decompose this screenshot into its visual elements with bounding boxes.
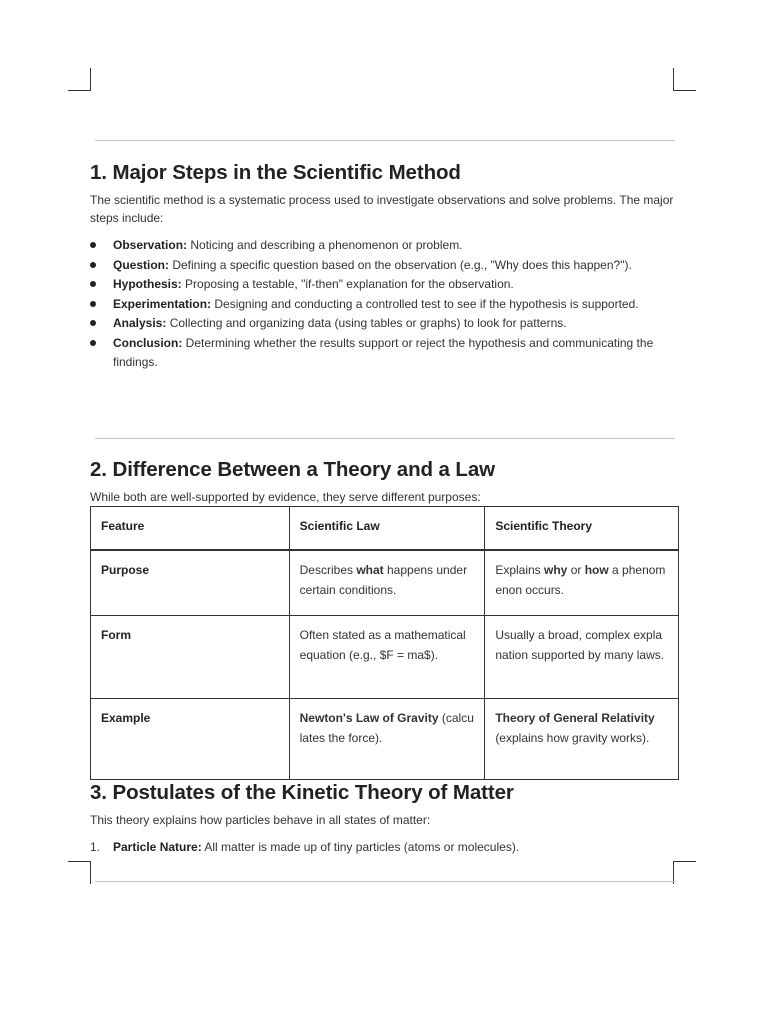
bullet-icon — [90, 320, 96, 326]
table-cell: Newton's Law of Gravity (calculates the force). — [289, 698, 485, 779]
table-cell: Theory of General Relativity (explains how gravity works). — [485, 698, 679, 779]
section-1-intro: The scientific method is a systematic process used to investigate observations and solve problems. The major steps include: — [90, 193, 674, 225]
table-cell: Describes what happens under certain conditions. — [289, 550, 485, 615]
comparison-table — [90, 506, 679, 780]
list-item: Hypothesis: Proposing a testable, "if-then" explanation for the observation. — [90, 275, 678, 295]
column-header-theory: Scientific Theory — [485, 507, 679, 551]
list-item: Question: Defining a specific question based on the observation (e.g., "Why does this happen?"). — [90, 256, 678, 276]
bullet-icon — [90, 281, 96, 287]
table-row — [91, 550, 679, 615]
table-cell: Usually a broad, complex explanation supported by many laws. — [485, 615, 679, 698]
row-header-example: Example — [91, 698, 290, 779]
table-cell: Explains why or how a phenomenon occurs. — [485, 550, 679, 615]
section-3-intro: This theory explains how particles behave in all states of matter: — [90, 813, 431, 827]
table-header-row — [91, 507, 679, 551]
section-2-intro: While both are well-supported by evidence, they serve different purposes: — [90, 490, 481, 504]
bullet-icon — [90, 301, 96, 307]
bullet-icon — [90, 242, 96, 248]
section-2-heading: 2. Difference Between a Theory and a Law — [90, 458, 495, 481]
table-row — [91, 615, 679, 698]
column-header-law: Scientific Law — [289, 507, 485, 551]
section-3-heading: 3. Postulates of the Kinetic Theory of Matter — [90, 781, 514, 804]
column-header-feature: Feature — [91, 507, 290, 551]
list-item: Observation: Noticing and describing a phenomenon or problem. — [90, 236, 678, 256]
bullet-icon — [90, 262, 96, 268]
list-item: Conclusion: Determining whether the results support or reject the hypothesis and communicating the findings. — [90, 334, 678, 373]
crop-mark-bottom-left — [68, 861, 91, 884]
list-item: Analysis: Collecting and organizing data (using tables or graphs) to look for patterns. — [90, 314, 678, 334]
divider-middle — [95, 438, 675, 439]
list-item: 1. Particle Nature: All matter is made up of tiny particles (atoms or molecules). — [90, 840, 520, 854]
crop-mark-bottom-right — [673, 861, 696, 884]
crop-mark-top-right — [673, 68, 696, 91]
row-header-form: Form — [91, 615, 290, 698]
table-row — [91, 698, 679, 779]
section-1-heading: 1. Major Steps in the Scientific Method — [90, 161, 461, 184]
divider-top — [95, 140, 675, 141]
list-item: Experimentation: Designing and conducting a controlled test to see if the hypothesis is supported. — [90, 295, 678, 315]
postulates-list — [90, 837, 519, 857]
row-header-purpose: Purpose — [91, 550, 290, 615]
table-cell: Often stated as a mathematical equation (e.g., $F = ma$). — [289, 615, 485, 698]
bullet-icon — [90, 340, 96, 346]
crop-mark-top-left — [68, 68, 91, 91]
steps-list — [90, 236, 678, 373]
divider-bottom — [95, 881, 675, 882]
